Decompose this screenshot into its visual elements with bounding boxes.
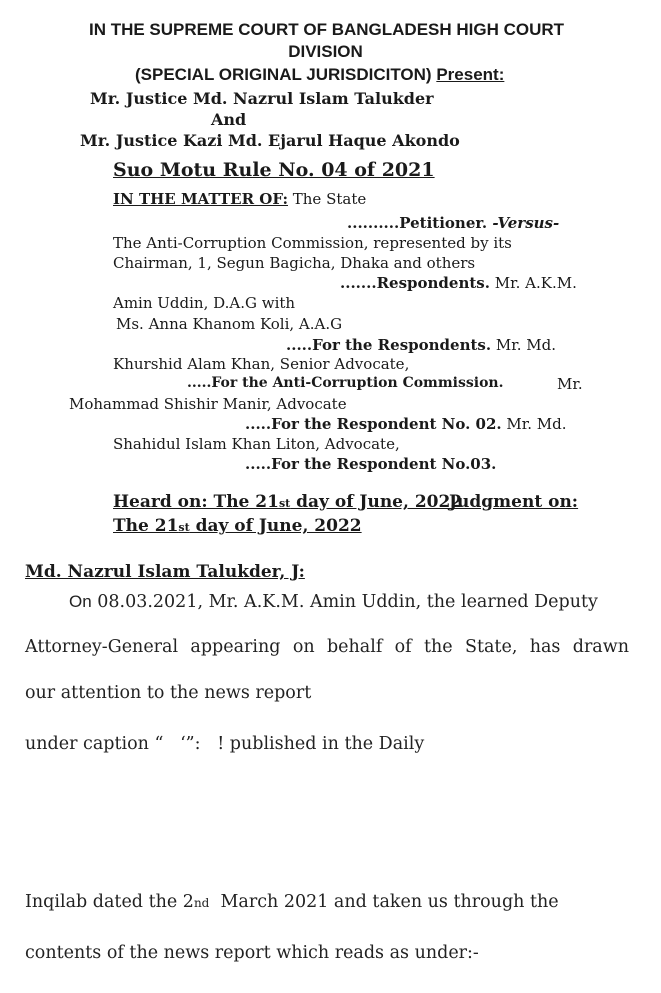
for-acc-dots: ..... — [187, 375, 212, 391]
p1-line1-rest: 08.03.2021, Mr. A.K.M. Amin Uddin, the learned Deputy — [91, 592, 598, 612]
p3-sup: nd — [193, 896, 210, 910]
matter-label: IN THE MATTER OF: — [113, 190, 288, 208]
respondents-label: Respondents. — [376, 274, 490, 292]
matter-value: The State — [288, 190, 367, 208]
justice-1: Mr. Justice Md. Nazrul Islam Talukder — [90, 89, 434, 108]
petitioner-label: Petitioner. — [399, 214, 488, 232]
court-line1: IN THE SUPREME COURT OF BANGLADESH HIGH COURT — [88, 20, 565, 39]
for-r2-dots: ..... — [245, 415, 272, 433]
p3-a: Inqilab dated the 2 — [25, 892, 194, 912]
for-acc-label: For the Anti-Corruption Commission. — [211, 375, 504, 391]
jurisdiction-line — [135, 65, 504, 85]
counsel4-b: Shahidul Islam Khan Liton, Advocate, — [113, 435, 400, 453]
and-word: And — [211, 110, 247, 129]
court-line2: DIVISION — [288, 42, 363, 61]
for-respondents-label: For the Respondents. — [312, 336, 492, 354]
p3-b: March 2021 and taken us through the — [209, 892, 559, 912]
present-label: Present: — [436, 65, 505, 84]
paragraph1-line1 — [25, 592, 629, 612]
for-r2-line — [245, 415, 567, 433]
for-respondents-line — [286, 336, 556, 354]
heard-a: Heard on: The 21 — [113, 492, 279, 512]
judgment-sup: st — [178, 521, 190, 534]
rule-number: Suo Motu Rule No. 04 of 2021 — [113, 159, 435, 181]
court-heading — [0, 20, 661, 40]
paragraph1-line2: Attorney-General appearing on behalf of the State, has drawn — [25, 637, 629, 657]
heard-sup: st — [278, 497, 291, 510]
respondents-line1: The Anti-Corruption Commission, represented by its — [113, 234, 512, 252]
judgment-label: Judgment on: — [449, 492, 579, 512]
respondents-dots: ....... — [340, 274, 377, 292]
for-acc-line — [187, 375, 503, 391]
caption-line: under caption “ ‘”: ! published in the Daily — [25, 734, 425, 754]
for-r3-line — [245, 455, 496, 473]
court-division — [0, 42, 651, 62]
versus-label: -Versus- — [487, 214, 560, 232]
counsel2-b: Khurshid Alam Khan, Senior Advocate, — [113, 355, 410, 373]
counsel1-a: Mr. A.K.M. — [489, 274, 577, 292]
counsel3-b: Mohammad Shishir Manir, Advocate — [69, 395, 347, 413]
respondents-label-line — [340, 274, 577, 292]
counsel1-b: Amin Uddin, D.A.G with — [113, 294, 296, 312]
respondents-line2: Chairman, 1, Segun Bagicha, Dhaka and others — [113, 254, 476, 272]
counsel1-c: Ms. Anna Khanom Koli, A.A.G — [116, 315, 343, 333]
inqilab-line — [25, 892, 559, 912]
counsel2-a: Mr. Md. — [491, 336, 556, 354]
for-r2-label: For the Respondent No. 02. — [271, 415, 502, 433]
matter-line — [113, 190, 366, 208]
for-r3-dots: ..... — [245, 455, 272, 473]
petitioner-line — [347, 214, 559, 232]
for-r3-label: For the Respondent No.03. — [271, 455, 497, 473]
justice-2: Mr. Justice Kazi Md. Ejarul Haque Akondo — [80, 131, 460, 150]
judgment-c: day of June, 2022 — [189, 516, 362, 536]
heard-line — [113, 492, 462, 512]
judgment-date-line — [113, 516, 362, 536]
counsel3-a: Mr. — [557, 375, 583, 393]
counsel4-a: Mr. Md. — [501, 415, 567, 433]
heard-b: day of June, 2022 — [290, 492, 463, 512]
jurisdiction: (SPECIAL ORIGINAL JURISDICITON) — [135, 65, 432, 84]
judgment-b: The 21 — [113, 516, 179, 536]
p1-first-word: On — [69, 592, 92, 611]
contents-line: contents of the news report which reads as under:- — [25, 943, 479, 963]
paragraph1-line3: our attention to the news report — [25, 683, 312, 703]
for-respondents-dots: ..... — [286, 336, 313, 354]
judgment-author: Md. Nazrul Islam Talukder, J: — [25, 562, 305, 582]
petitioner-dots: .......... — [347, 214, 400, 232]
